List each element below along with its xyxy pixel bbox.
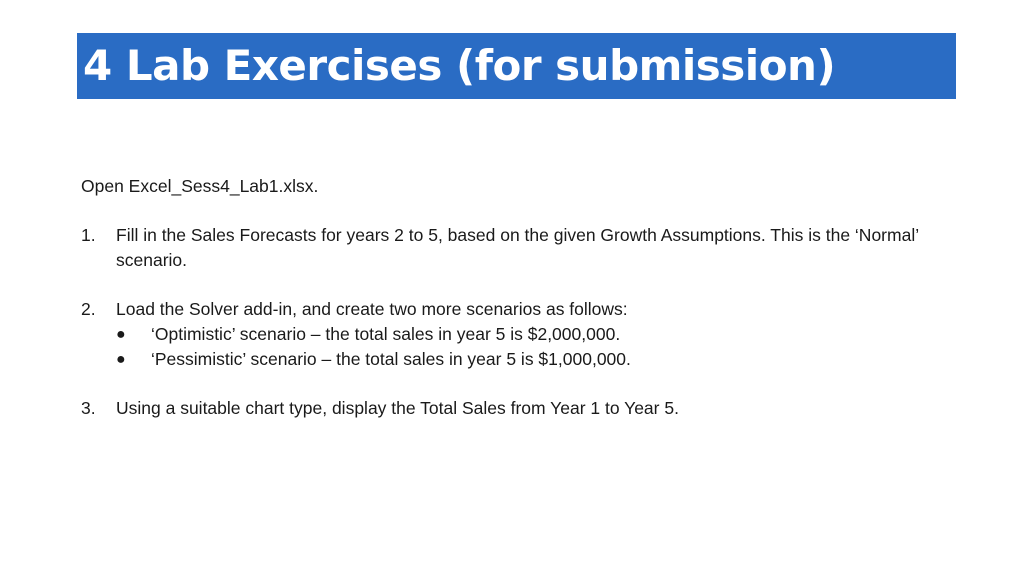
- list-item-text: Fill in the Sales Forecasts for years 2 to 5, based on the given Growth Assumptions. This is the ‘Normal’ scenario.: [116, 225, 919, 270]
- sub-list-item: [116, 347, 961, 372]
- list-item-number: 2.: [81, 299, 96, 319]
- bullet-icon: ●: [116, 326, 126, 343]
- list-item-number: 1.: [81, 225, 96, 245]
- list-item-text: Using a suitable chart type, display the Total Sales from Year 1 to Year 5.: [116, 398, 679, 418]
- title-bar: [77, 33, 956, 99]
- list-item-3: [81, 396, 961, 421]
- slide-title: 4 Lab Exercises (for submission): [83, 41, 836, 90]
- sub-list-item-text: ‘Optimistic’ scenario – the total sales in year 5 is $2,000,000.: [151, 324, 621, 344]
- sub-list-item-text: ‘Pessimistic’ scenario – the total sales in year 5 is $1,000,000.: [151, 349, 631, 369]
- intro-text: Open Excel_Sess4_Lab1.xlsx.: [81, 176, 319, 196]
- bullet-icon: ●: [116, 351, 126, 368]
- list-item-text: Load the Solver add-in, and create two more scenarios as follows:: [116, 299, 628, 319]
- sub-list-item: [116, 322, 961, 347]
- list-item-1: [81, 223, 961, 273]
- list-item-2: [81, 297, 961, 372]
- sub-list: [116, 322, 961, 372]
- list-item-number: 3.: [81, 398, 96, 418]
- slide-content: [81, 174, 961, 445]
